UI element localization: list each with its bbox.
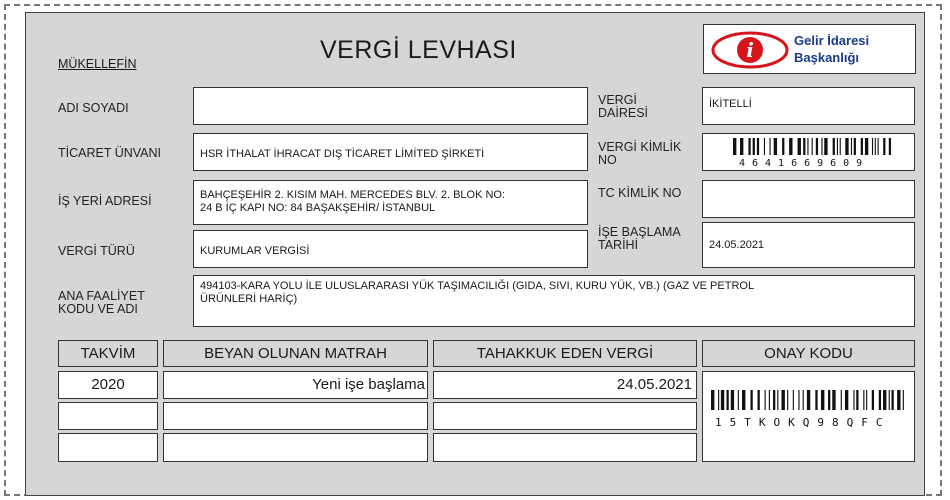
barcode-bar <box>758 390 760 410</box>
barcode-bar <box>889 138 891 155</box>
start-date-field: 24.05.2021 <box>702 222 915 268</box>
trade-name-field: HSR İTHALAT İHRACAT DIŞ TİCARET LİMİTED ŞİRKETİ <box>193 133 588 171</box>
row3-year <box>58 433 158 462</box>
barcode-bar <box>738 390 739 410</box>
barcode-bar <box>903 390 904 410</box>
barcode-bar <box>875 138 876 155</box>
barcode-bar <box>711 390 714 410</box>
tax-id-barcode <box>733 138 893 156</box>
address-label: İŞ YERİ ADRESİ <box>58 194 152 208</box>
barcode-bar <box>816 138 818 155</box>
start-date-label-line1: İŞE BAŞLAMA <box>598 225 681 239</box>
address-line1: BAHÇEŞEHİR 2. KISIM MAH. MERCEDES BLV. 2. BLOK NO: <box>200 189 506 201</box>
barcode-bar <box>837 138 838 155</box>
barcode-bar <box>879 390 881 410</box>
barcode-bar <box>793 390 794 410</box>
activity-label-line1: ANA FAALİYET <box>58 289 145 303</box>
row3-declared <box>163 433 428 462</box>
barcode-bar <box>764 138 765 155</box>
barcode-bar <box>769 138 770 155</box>
name-label: ADI SOYADI <box>58 101 129 115</box>
col-header-declared: BEYAN OLUNAN MATRAH <box>163 340 428 367</box>
barcode-bar <box>748 138 750 155</box>
barcode-bar <box>883 390 886 410</box>
barcode-bar <box>897 390 900 410</box>
barcode-bar <box>872 138 873 155</box>
barcode-bar <box>774 138 777 155</box>
barcode-bar <box>769 390 770 410</box>
barcode-bar <box>828 390 830 410</box>
barcode-bar <box>840 138 841 155</box>
barcode-bar <box>865 138 868 155</box>
barcode-bar <box>861 138 863 155</box>
activity-line2: ÜRÜNLERİ HARİÇ) <box>200 293 298 305</box>
barcode-bar <box>753 138 755 155</box>
barcode-bar <box>798 390 799 410</box>
tc-id-label: TC KİMLİK NO <box>598 186 682 200</box>
row2-declared <box>163 402 428 430</box>
tc-id-field <box>702 180 915 218</box>
row1-year: 2020 <box>58 371 158 399</box>
barcode-bar <box>731 390 734 410</box>
barcode-bar <box>824 138 827 155</box>
barcode-bar <box>872 390 874 410</box>
start-date-label-line2: TARİHİ <box>598 238 639 252</box>
approval-code-box <box>702 371 915 462</box>
barcode-bar <box>812 138 813 155</box>
row2-year <box>58 402 158 430</box>
barcode-bar <box>821 138 822 155</box>
barcode-bar <box>750 390 752 410</box>
barcode-bar <box>727 390 729 410</box>
taxpayer-heading: MÜKELLEFİN <box>58 57 137 71</box>
barcode-bar <box>718 390 719 410</box>
tax-id-label-line2: NO <box>598 153 617 167</box>
barcode-bar <box>803 138 805 155</box>
address-field <box>193 180 588 225</box>
tax-office-field: İKİTELLİ <box>702 87 915 125</box>
barcode-bar <box>721 390 724 410</box>
name-field <box>193 87 588 125</box>
row1-assessed: 24.05.2021 <box>433 371 697 399</box>
barcode-bar <box>866 390 867 410</box>
col-header-year: TAKVİM <box>58 340 158 367</box>
barcode-bar <box>853 390 854 410</box>
barcode-bar <box>787 390 788 410</box>
svg-text:i: i <box>746 38 754 62</box>
barcode-bar <box>891 390 893 410</box>
trade-name-label: TİCARET ÜNVANI <box>58 146 162 160</box>
barcode-bar <box>845 390 848 410</box>
gib-logo-icon <box>710 30 790 70</box>
barcode-bar <box>782 390 785 410</box>
barcode-bar <box>832 390 835 410</box>
barcode-bar <box>815 390 817 410</box>
row2-assessed <box>433 402 697 430</box>
tax-id-label-line1: VERGİ KİMLİK <box>598 140 682 154</box>
barcode-bar <box>851 138 852 155</box>
activity-label-line2: KODU VE ADI <box>58 302 138 316</box>
barcode-bar <box>765 390 766 410</box>
barcode-bar <box>740 138 743 155</box>
tax-id-number: 4641669609 <box>739 158 870 169</box>
barcode-bar <box>845 138 848 155</box>
barcode-bar <box>757 138 759 155</box>
address-line2: 24 B İÇ KAPI NO: 84 BAŞAKŞEHİR/ İSTANBUL <box>200 202 436 214</box>
barcode-bar <box>883 138 885 155</box>
barcode-bar <box>854 138 856 155</box>
approval-code-text: 15TKOKQ98QFC <box>715 416 891 429</box>
tax-office-label-line1: VERGİ <box>598 93 637 107</box>
gib-logo <box>703 24 916 74</box>
row3-assessed <box>433 433 697 462</box>
row1-declared: Yeni işe başlama <box>163 371 428 399</box>
barcode-bar <box>773 390 775 410</box>
tax-type-field: KURUMLAR VERGİSİ <box>193 230 588 268</box>
logo-text-line2: Başkanlığı <box>794 50 860 65</box>
barcode-bar <box>742 390 745 410</box>
activity-field <box>193 275 915 327</box>
document-title: VERGİ LEVHASI <box>320 36 517 64</box>
tax-id-field <box>702 133 915 171</box>
barcode-bar <box>782 138 784 155</box>
col-header-approval: ONAY KODU <box>702 340 915 367</box>
barcode-bar <box>807 138 808 155</box>
activity-line1: 494103-KARA YOLU İLE ULUSLARARASI YÜK TAŞIMACILIĞI (GIDA, SIVI, KURU YÜK, VB.) (GAZ VE PETROL <box>200 280 755 292</box>
barcode-bar <box>833 138 835 155</box>
barcode-bar <box>889 390 890 410</box>
barcode-bar <box>841 390 842 410</box>
barcode-bar <box>821 390 824 410</box>
barcode-bar <box>777 390 778 410</box>
tax-office-label-line2: DAİRESİ <box>598 106 649 120</box>
tax-type-label: VERGİ TÜRÜ <box>58 244 135 258</box>
barcode-bar <box>856 390 858 410</box>
barcode-bar <box>733 138 736 155</box>
barcode-bar <box>878 138 879 155</box>
barcode-bar <box>789 138 792 155</box>
logo-text-line1: Gelir İdaresi <box>794 33 870 48</box>
barcode-bar <box>863 390 864 410</box>
col-header-assessed: TAHAKKUK EDEN VERGİ <box>433 340 697 367</box>
barcode-bar <box>807 390 810 410</box>
barcode-bar <box>798 138 801 155</box>
barcode-bar <box>803 390 804 410</box>
